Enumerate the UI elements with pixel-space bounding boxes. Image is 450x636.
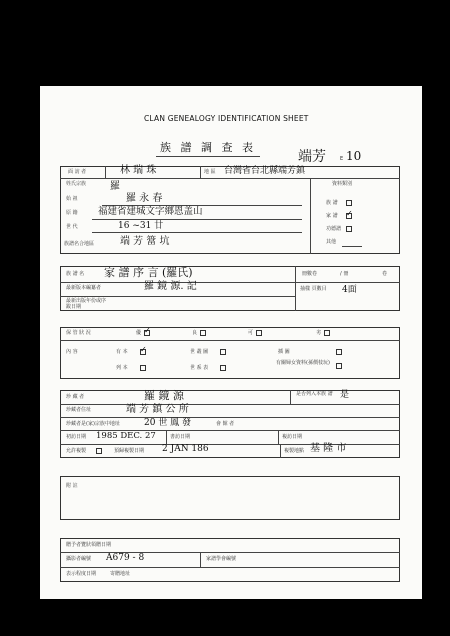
volume-separator: / 冊	[340, 271, 349, 277]
ancestor-label: 始 祖	[66, 196, 78, 202]
edition-label: 最新出版年份或序跋日期	[66, 298, 107, 310]
first-visit-value: 1985 DEC. 27	[96, 431, 156, 441]
title-underline	[156, 156, 260, 157]
category-item-label: 家 譜	[326, 213, 338, 219]
clan-place-value: 端 芳 簹 坑	[120, 236, 170, 247]
check-mark-icon: ✓	[346, 209, 353, 218]
content-checkbox[interactable]	[220, 365, 226, 371]
condition-fair: 良	[192, 330, 198, 336]
reply-label: 書訪日期	[170, 434, 191, 440]
relation-label: 是否列入本族 譜	[296, 391, 333, 397]
film-label: 攝影者編號	[66, 556, 92, 562]
content-label: 內 容	[66, 349, 78, 355]
content-option: 有關婦女資料(孫價枝玩)	[276, 360, 330, 366]
english-title: CLAN GENEALOGY IDENTIFICATION SHEET	[144, 114, 309, 123]
copy-date-label: 預歸複製日期	[114, 448, 145, 454]
volume-unit: 卷	[382, 271, 388, 277]
chinese-title: 族 譜 調 查 表	[160, 141, 256, 154]
category-item-label: 功德譜	[326, 226, 342, 232]
origin-value: 福建省建城文字鄉恩盖山	[98, 206, 203, 217]
ref-prefix: E	[340, 156, 344, 162]
preservation-box	[60, 327, 400, 379]
condition-label: 保 管 狀 況	[66, 330, 91, 336]
interviewer-label: 面 訪 者	[68, 169, 87, 175]
holder-address-label: 珍藏者住址	[66, 407, 92, 413]
category-item-label: 其他	[326, 239, 337, 245]
copy-checkbox[interactable]	[96, 448, 102, 454]
revisit-label: 複訪日期	[282, 434, 303, 440]
ancestor-value: 羅 永 春	[126, 193, 163, 204]
content-option: 有 本	[116, 349, 128, 355]
condition-fair-checkbox[interactable]	[200, 330, 206, 336]
copy-place-label: 複製地點	[284, 448, 305, 454]
condition-good: 優	[136, 330, 142, 336]
film-value: A679 - 8	[106, 553, 145, 563]
generations-value: 16 ~31 廿	[118, 221, 164, 231]
category-checkbox-clan[interactable]	[346, 200, 352, 206]
ref-number: 10	[346, 149, 362, 163]
generations-label: 世 代	[66, 224, 78, 230]
clan-center-value: 20 世 鳳 發	[144, 418, 192, 428]
first-visit-label: 初訪日期	[66, 434, 87, 440]
category-title: 資料類別	[332, 181, 353, 187]
mailing-address-label: 寄贈地址	[110, 571, 131, 577]
member-label: 會 館 者	[216, 421, 235, 427]
pages-label: 抽樣 頁數目	[300, 286, 327, 292]
check-mark-icon: ✓	[144, 326, 151, 335]
category-item-label: 族 譜	[326, 200, 338, 206]
clan-member-label: 姓氏宗族	[66, 181, 87, 187]
content-option: 列 本	[116, 365, 128, 371]
condition-poor-checkbox[interactable]	[256, 330, 262, 336]
condition-bad-checkbox[interactable]	[324, 330, 330, 336]
clan-place-label: 族譜名合地區	[64, 241, 95, 247]
pages-value: 4面	[342, 285, 357, 295]
address-value: 台灣省台北縣端芳鎮	[224, 166, 306, 176]
copy-place-value: 基 隆 市	[310, 443, 347, 454]
holder-address-value: 端 芳 鎮 公 所	[126, 404, 189, 415]
content-checkbox[interactable]	[220, 349, 226, 355]
ref-handwritten: 端芳	[298, 149, 326, 165]
notes-label: 附 註	[66, 483, 78, 489]
association-label: 家譜學會編號	[206, 556, 237, 562]
holder-value: 羅 鏡 源	[144, 389, 184, 402]
interviewer-value: 林 瑞 珠	[120, 165, 157, 176]
book-name-value: 家 譜 序 言 (羅氏)	[104, 266, 193, 279]
holder-label: 珍 藏 者	[66, 394, 85, 400]
volume-label: 冊數卷	[302, 271, 318, 277]
content-checkbox[interactable]	[140, 365, 146, 371]
content-option: 世 叢 圖	[190, 349, 209, 355]
book-name-label: 族 譜 名	[66, 271, 85, 277]
origin-label: 原 籍	[66, 210, 78, 216]
copy-label: 允許複製	[66, 448, 87, 454]
editor-label: 最新版本編纂者	[66, 285, 102, 291]
rep-label: 表示程度日期	[66, 571, 97, 577]
copy-date-value: 2 JAN 186	[162, 444, 209, 454]
clan-center-label: 珍藏者是(家)宗族中地址	[66, 421, 120, 427]
check-mark-icon: ✓	[140, 345, 147, 354]
content-checkbox[interactable]	[336, 349, 342, 355]
notes-box	[60, 476, 400, 520]
content-option: 世 系 表	[190, 365, 209, 371]
condition-poor: 可	[248, 330, 254, 336]
content-checkbox[interactable]	[336, 363, 342, 369]
editor-value: 羅 鏡 源. 記	[144, 281, 197, 292]
genealogy-sheet	[40, 86, 422, 599]
content-option: 插 圖	[278, 349, 290, 355]
address-label: 地 區	[204, 169, 216, 175]
clan-member-value: 羅	[110, 181, 120, 192]
condition-bad: 劣	[316, 330, 322, 336]
sent-label: 贈予者覽狀領贈日期	[66, 542, 112, 548]
category-checkbox-merit[interactable]	[346, 226, 352, 232]
relation-value: 是	[340, 390, 350, 400]
